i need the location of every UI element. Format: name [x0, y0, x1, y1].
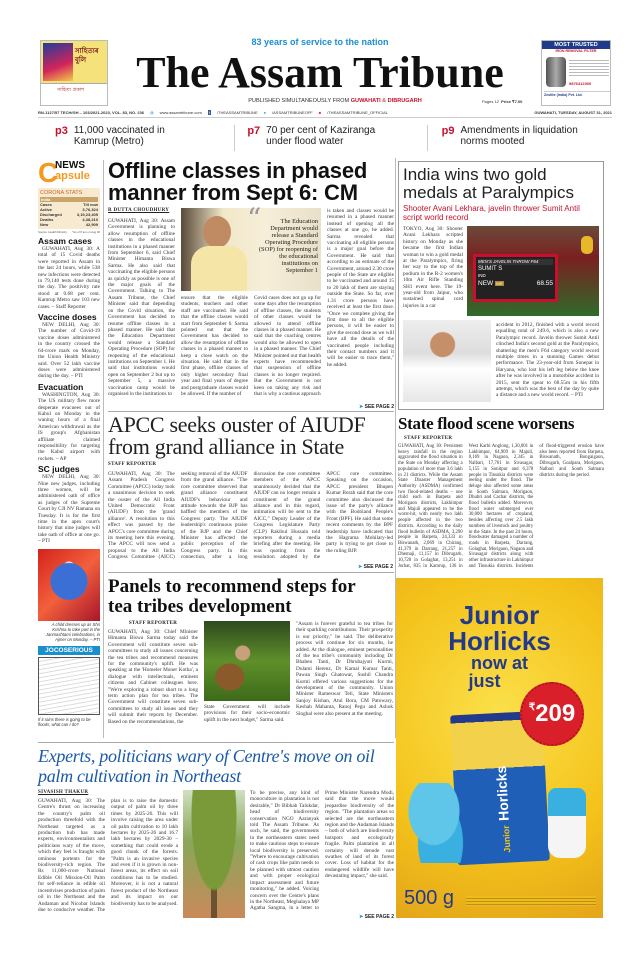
flood-story	[398, 415, 604, 575]
oilpalm-story	[38, 746, 394, 926]
avani-photo	[403, 320, 491, 402]
capsule-item-head: SC judges	[38, 464, 80, 475]
pack-brand-junior: Junior	[500, 824, 513, 853]
paralympics-subhead: Shooter Avani Lekhara, javelin thrower Sumit Antil script world record	[403, 204, 580, 222]
krishna-photo	[38, 549, 100, 621]
apcc-story	[108, 414, 393, 570]
elephant-mascot	[408, 783, 473, 863]
flood-body-text: GUWAHATI, Aug 30: Persistent heavy rainfall in the region aggravated the flood situation in the State on Monday affecting a population of more than 3.6 lakh in 21 districts. While the Assam State Disaster Management Authority (ASDMA) confirmed two flood-related deaths – one child each in Barpeta and Morigaon districts, Lakhimpur and Majuli appeared to be the worst-hit, with nearly two lakh people affected in the two districts. According to the daily flood bulletin of ASDMA, 3,290 people in Barpeta, 24,333 in Biswanath, 2,069 in Chirang, 41,379 in Darrang, 21,257 in Dhemaji, 11,157 in Dibrugarh, 10,720 in Golaghat, 13,251 in Jorhat, 835 in Kamrup, 136 in West Karbi Anglong, 1,30,001 in Lakhimpur, 64,909 in Majuli, 8,169 in Nagaon, 2,345 in Nalbari, 17,761 in Sivasagar, 5,155 in Sonitpur and 6,378 people in Tinsukia districts were reeling under the flood. The deluge also affected some areas in South Salmara, Morigaon, Dhubri and Cachar districts, the flood bulletin added. Moreover, flood water submerged over 30,000 hectares of cropland, besides affecting over 2.5 lakh numbers of livestock and poultry in the State. In the past 24 hours, floodwater damaged a number of roads in Barpeta, Darrang, Golaghat, Morigaon, Nagaon and Sivasagar districts along with other infrastructure in Lakhimpur and Tinsukia districts. Incidents of flood-triggered erosion have also been reported from Barpeta, Biswanath, Bongaigaon, Dibrugarh, Goalpara, Morigaon, Nalbari and South Salmara districts during the period.	[398, 444, 604, 569]
web-icon: ◍	[150, 110, 154, 115]
stats-row	[40, 222, 98, 227]
facebook-icon: f	[208, 110, 210, 115]
capsule-logo-news: NEWS	[55, 160, 85, 171]
masthead-title: The Assam Tribune	[136, 48, 504, 97]
teaser-page: p9	[441, 125, 455, 137]
stats-label: Discharged	[40, 212, 62, 217]
oilpalm-body-left: GUWAHATI, Aug 30: The Centre's thrust on increasing the country's palm oil production threefold with the Northeast targeted as a production hub has made experts, environmentalists and politicians wary of the move, which they feel is fraught with ominous portents for the biodiversity-rich region. The Rs 11,000-crore National Edible Oil Mission-Oil Palm for self-reliance in edible oil incentivises production of palm oil in the Northeast and the Andaman and Nicobar Islands due to conducive weather. The plan is to raise the domestic output of palm oil by three times by 2025-26. This will involve raising the area under oil palm cultivation to 10 lakh hectares by 2025-26 and 16.7 lakh hectares by 2029-30 – something that could erode a good chunk of the forests. "Palm is an invasive species and even if it is grown in non-forest areas, its effect on soil conditions has to be studied. Moreover, it is not a natural forest product of the Northeast and its impact on our biodiversity has to be analysed.	[38, 798, 178, 913]
lead-body-column: Covid cases does not go up for some days after the resumption of offline classes, the students of other classes would be allowed to attend offline classes in a phased manner. He said that the coaching centres would also be allowed to open in a phased manner. The Chief Minister pointed out that health experts have recommended that suspension of offline classes is no longer required. But the Government is not keen on taking any risk and that is why a cautious approach	[254, 295, 321, 398]
ad-line-now-at: now at	[471, 653, 528, 673]
ad-weight: 500 g	[404, 887, 455, 909]
ad-line-horlicks: Horlicks	[448, 626, 551, 656]
ad-line-just: just	[468, 671, 501, 691]
panels-body-left: GUWAHATI, Aug 30: Chief Minister Himanta Biswa Sarma today said the Government will constitute seven sub-committees to study all issues concerning the tea tribes and recommend measures for the community's uplift. He was speaking at the 'Homeler Moner Kotha', a dialogue with intellectuals, eminent citizens and Cabinet colleagues here. "We're exploring a robust short to a long term action plan for tea tribes. The Government will constitute seven sub-committees to study all issues and they will submit their reports by December. Based on the recommendations, the	[108, 629, 198, 725]
capsule-logo	[38, 157, 100, 188]
teaser-strip	[55, 125, 615, 151]
left-ad-text: সাহিত্যৰ বুলি	[75, 47, 99, 64]
right-ad-head: MOST TRUSTED	[542, 41, 610, 49]
panels-byline: STAFF REPORTER	[128, 621, 178, 626]
facebook-link[interactable]: /THEASSAMTRIBUNE	[216, 110, 258, 115]
city-guwahati: GUWAHATI	[350, 98, 381, 104]
lead-story	[108, 160, 394, 410]
left-ad-publisher: সাহিত্য প্ৰকাশ	[57, 87, 85, 93]
stats-value: Till now	[83, 202, 98, 207]
instagram-icon: ■	[318, 110, 322, 115]
cartoon-caption: If it rains there is going to be floods, what can I do?	[38, 716, 91, 727]
paralympics-body-bottom: accident in 2012, finished with a world record equalling total of 249.6, which is also a new Paralympic record. Javelin thrower Sumit Antil clinched India's second gold at the Paralympics, shattering the men's F64 category world record multiple times in a stunning Games debut performance. The 23-year-old from Sonepat in Haryana, who lost his left leg below the knee after he was involved in a motorbike accident in 2015, sent the spear to 68.55m in his fifth attempt, which was the best of the day by quite a distance and a new world record. – PTI	[496, 322, 599, 399]
stats-label: Active	[40, 207, 53, 212]
see-page-link[interactable]: ➤ SEE PAGE 2	[359, 404, 394, 410]
panels-headline[interactable]: Panels to recommend steps for tea tribes development	[108, 576, 356, 617]
apcc-byline: STAFF REPORTER	[108, 462, 157, 467]
corona-stats	[38, 188, 100, 229]
oil-palm-photo	[183, 790, 245, 918]
javelin-photo	[467, 226, 599, 316]
lead-body-text	[108, 208, 394, 401]
stats-value: 3,76,324	[82, 207, 98, 212]
price-burst	[520, 682, 584, 746]
capsule-item[interactable]	[38, 464, 100, 544]
scoreboard-tag: NEW	[478, 280, 494, 287]
right-ad[interactable]	[541, 40, 611, 106]
price-currency: ₹	[528, 702, 536, 713]
lead-body-column: ensure that the eligible students, teachers and other staff are vaccinated. He said that the offline classes would start from September 6. Sarma pointed out that the Government has decided to allow the resumption of offline classes in a phased manner to keep a close watch on the situation. He said that in the first phase, offline classes of only higher secondary final year and final years of degree and postgraduate classes would be allowed. If the number of	[181, 295, 248, 398]
website-link[interactable]: www.assamtribune.com	[159, 110, 202, 115]
photo-caption: A child dresses up as Shri Krishna to take part in the Janmashtami celebrations, in Ajmer on Monday. – PTI	[45, 621, 100, 642]
pack-brand-horlicks: Horlicks	[492, 765, 512, 822]
capsule-item-head: Vaccine doses	[38, 312, 97, 323]
panels-story	[108, 577, 393, 739]
horlicks-ad[interactable]	[396, 578, 603, 918]
filter-image	[546, 57, 566, 87]
masthead-tagline: 83 years of service to the nation	[251, 37, 389, 47]
capsule-logo-c: C	[38, 157, 59, 188]
teaser-text: Amendments in liquidation norms mooted	[460, 125, 578, 147]
twitter-link[interactable]: /ASSAMTRIBUNEOFF	[272, 110, 313, 115]
price-value: 209	[535, 700, 576, 727]
lead-body-column: GUWAHATI, Aug 30: Assam Government is planning to allow resumption of offline classes in the educational institutions in a phased manner from September 6, said Chief Minister Himanta Biswa Sarma. He also said that vaccinating the eligible persons as quickly as possible is one of the major goals of the Government. Talking to The Assam Tribune, the Chief Minister said that depending on the Covid situation, the Government has decided to resume offline classes in a phased manner. He said that the Education Department would release a Standard Operating Procedure (SOP) for reopening of the educational institutions on September 1. He said that institutions would open on September 2 but up to September 5, a massive vaccination camp would be organised in the institutions to	[108, 218, 175, 397]
stats-region: India	[40, 197, 98, 202]
capsule-item-body: NEW DELHI, Aug 30: Nine new judges, including three women, will be administered oath of office as judges of the Supreme Court by CJI NV Ramana on Tuesday. It is for the first time in the apex court's history that nine judges will take oath of office at one go. – PTI	[38, 474, 100, 545]
see-page-link[interactable]: ➤ SEE PAGE 2	[250, 914, 394, 920]
scoreboard-athlete: SUMIT S	[478, 265, 503, 272]
stats-label: Cases	[40, 202, 52, 207]
twitter-icon: ●	[263, 110, 267, 115]
paralympics-body-top: TOKYO, Aug 30: Shooter Avani Lekhara scripted history on Monday as she became the first Indian woman to win a gold medal at the Paralympics, firing her way to the top of the podium in the R-2 women's 10m Air Rifle Standing SH1 event here. The 19-year-old from Jaipur, who sustained spinal cord injuries in a car	[403, 226, 463, 309]
panels-body-right: "Assam is forever grateful to tea tribes for their sparkling contributions. Their prosperity is our priority," he said. The deliberative process will continue for six months, he added. At the dialogue, eminent personalities of the tea tribe's community including Dr Bhaben Tanti, Dr Dhrubajyoti Kurmi, Dulami Herenz, Dr Kamal Kumar Tanti, Pawan Singh Ghatowar, Sushil Chandra Kurmi offered various suggestions for the development of the community. Union Minister Rameswar Teli, State Ministers Sanjoy Kishan, Atul Bora, CM Patowary, Keshab Mahanta, Ranoj Pegu and Ashok Singhal were also present at the meeting.	[296, 621, 393, 717]
quote-icon: “	[247, 202, 262, 235]
cartoon-image	[38, 657, 100, 715]
scoreboard	[473, 254, 558, 302]
apcc-headline[interactable]: APCC seeks ouster of AIUDF from grand alliance in State	[108, 412, 366, 459]
info-strip	[38, 108, 612, 118]
scoreboard-mark: 68.55	[536, 280, 553, 287]
capsule-item[interactable]	[38, 382, 100, 462]
published-prefix: PUBLISHED SIMULTANEOUSLY FROM	[248, 98, 350, 104]
city-dibrugarh: DIBRUGARH	[387, 98, 422, 104]
oilpalm-body-right: To be precise, any kind of monoculture in plantation is not desirable," Dr Bibhab Talukdar, head of biodiversity conservation NGO Aaranyak told The Assam Tribune. As such, he said, the governments in the northeastern states need to make cautious steps to ensure local biodiversity is preserved. "Where to encourage cultivation of cash crops like palm needs to be planned with utmost caution and with proper ecological impact assessment and future monitoring," he added. Voicing concern over the Centre's plans in the Northeast, Meghalaya MP Agatha Sangma, in a letter to Prime Minister Narendra Modi, said that the move would jeopardise biodiversity of the region. "The plantation areas so selected are the northeastern region and the Andaman Islands – both of which are biodiversity hotspots and ecologically fragile. Palm plantation in all certainty will denude vast swathes of land of its forest cover. Loss of habitat for the endangered wildlife will have devastating impact," she said.	[250, 790, 394, 912]
registration-number: RN-1127/57 TECH/GH – 103/2021-2023, VOL. 83, NO. 236	[38, 110, 145, 115]
teaser-page: p3	[55, 125, 68, 137]
capsule-item-head: Evacuation	[38, 381, 84, 392]
scoreboard-event: MEN'S JAVELIN THROW F64	[478, 259, 553, 265]
dateline: GUWAHATI, TUESDAY, AUGUST 31, 2021	[534, 110, 612, 115]
flood-byline: STAFF REPORTER	[404, 436, 453, 441]
paralympics-story	[398, 161, 604, 410]
capsule-item-head: Assam cases	[38, 236, 92, 246]
oilpalm-headline[interactable]: Experts, politicians wary of Centre's move on oil palm cultivation in Northeast	[38, 746, 375, 786]
stats-label: New	[40, 222, 49, 227]
left-ad[interactable]	[40, 40, 108, 106]
news-capsule	[38, 157, 104, 738]
teaser-text: 11,000 vaccinated in Kamrup (Metro)	[73, 125, 165, 147]
left-ad-image	[43, 43, 73, 81]
cartoon-title: JOCOSERIOUS	[38, 646, 100, 655]
pages-count: Pages 12	[482, 99, 499, 104]
teaser-page: p7	[247, 125, 261, 137]
stats-source: Source: Health Ministry	[38, 230, 67, 234]
stats-title: CORONA STATS	[40, 190, 83, 196]
capsule-item-body: WASHINGTON, Aug 30: The US military flew more desperate evacuees out of Kabul on Monday in the waning hours of a final American withdrawal as the IS group's Afghanistan affiliate claimed responsibility for targeting the Kabul airport with rockets. – AP	[38, 391, 100, 462]
teaser-item[interactable]	[235, 125, 427, 151]
lead-headline[interactable]: Offline classes in phased manner from Sept 6: CM	[108, 158, 368, 205]
instagram-link[interactable]: /THEASSAMTRIBUNE_OFFICIAL	[327, 110, 389, 115]
capsule-logo-apsule: apsule	[55, 170, 90, 182]
flood-headline[interactable]: State flood scene worsens	[398, 414, 575, 433]
panels-body-mid: State Government will include provisions for their socio-economic uplift in the next budget," Sarma said.	[204, 704, 290, 723]
right-ad-sub: IRON REMOVAL FILTER	[555, 49, 597, 53]
pages-price	[482, 99, 522, 104]
teaser-item[interactable]	[428, 125, 615, 151]
apcc-body-text: GUWAHATI, Aug 30: The Assam Pradesh Congress Committee (APCC) today took a unanimous decision to seek the ouster of the All India United Democratic Front (AIUDF) from the 'grand alliance'. A resolution to this effect was passed by the APCC's core committee during its meeting here this evening. The APCC will now send a proposal to the All India Congress Committee (AICC) seeking removal of the AIUDF from the grand alliance. "The core committee observed that grand alliance constituent AIUDF's behaviour and attitude towards the BJP has baffled the members of the Congress party. The AIUDF leadership's continuous praise of the BJP and the Chief Minister has affected the public perception of the Congress party. In this connection, after a long discussion the core committee members of the APCC unanimously decided that the AIUDF can no longer remain a constituent of the grand alliance and in this regard, intimation will be sent to the AICC," Deputy Leader of the Congress Legislature Party (CLP) Rakibul Hussain told reporters during a media briefing after the meeting. He was quoting from the resolution adopted by the APCC core committee. Speaking on the occasion, APCC president Bhupen Kumar Borah said that the core committee also discussed the issue of the party's alliance with the Bodoland People's Front (BPF). He said that some recent comments by the BPF leadership have indicated that the Hagrama Mohilary-led party is trying to get close to the ruling BJP.	[108, 471, 393, 561]
capsule-item-body: GUWAHATI, Aug 30: A total of 15 Covid deaths were reported in Assam in the last 24 hours, while 538 new infections were detected in 79,140 tests done during the day. The positivity rate stood at 0.68 per cent. Kamrup Metro saw 103 new cases. – Staff Reporter	[38, 246, 100, 310]
capsule-item[interactable]	[38, 236, 100, 310]
stats-updated: *As of 8 am on Aug 30	[72, 230, 100, 234]
stats-value: 42,909	[85, 222, 98, 227]
see-page-link[interactable]: ➤ SEE PAGE 2	[108, 564, 393, 570]
lead-body-column: is taken and classes would be resumed in a phased manner instead of opening all the classes at one go, he added. Sarma revealed that vaccinating all eligible persons is a major goal before the Government. He said that according to an estimate of the Government, around 2.30 crore people of the State are eligible to be vaccinated and around 15 to 20 lakh of them are staying outside the State. So far, over 1.31 crore persons have received at least the first dose. "Once we complete giving the first dose to all the eligible persons, it will be easier to give the second dose as we will have all the details of the vaccinated people including their contact numbers and it will be easier to trace them," he added.	[327, 208, 394, 368]
stats-value: 4,38,210	[82, 217, 98, 222]
paralympics-headline[interactable]: India wins two gold medals at Paralympics	[403, 165, 575, 202]
teaser-text: 70 per cent of Kaziranga under flood water	[266, 125, 376, 147]
oilpalm-byline: SIVASISH THAKUR	[38, 790, 89, 795]
capsule-item[interactable]	[38, 312, 100, 380]
right-ad-company: Zeolite (India) Pvt. Ltd.	[544, 91, 610, 97]
teaser-item[interactable]	[55, 125, 235, 151]
pull-quote: The Education Department would release a Standard Operating Procedure (SOP) for reopening of the educational institutions on September 1	[258, 218, 318, 274]
stats-value: 3,19,23,405	[76, 212, 98, 217]
tea-garden-photo	[204, 621, 290, 701]
sipper-cup	[548, 788, 586, 858]
capsule-item-body: NEW DELHI, Aug 30: The number of Covid-19 vaccine doses administered in the country crossed the 64-crore mark on Monday, the Union Health Ministry said. Over 52 lakh vaccine doses were administered during the day. – PTI	[38, 322, 100, 380]
price: Price ₹7.00	[501, 99, 523, 104]
ad-line-junior: Junior	[459, 600, 540, 630]
amp: &	[382, 98, 387, 104]
lead-byline: R DUTTA CHOUDHURY	[108, 208, 170, 213]
scoreboard-record: WR	[495, 281, 503, 286]
scoreboard-country: IND	[478, 272, 486, 278]
right-ad-phone: 9876412300	[569, 81, 592, 86]
stats-label: Deaths	[40, 217, 54, 222]
